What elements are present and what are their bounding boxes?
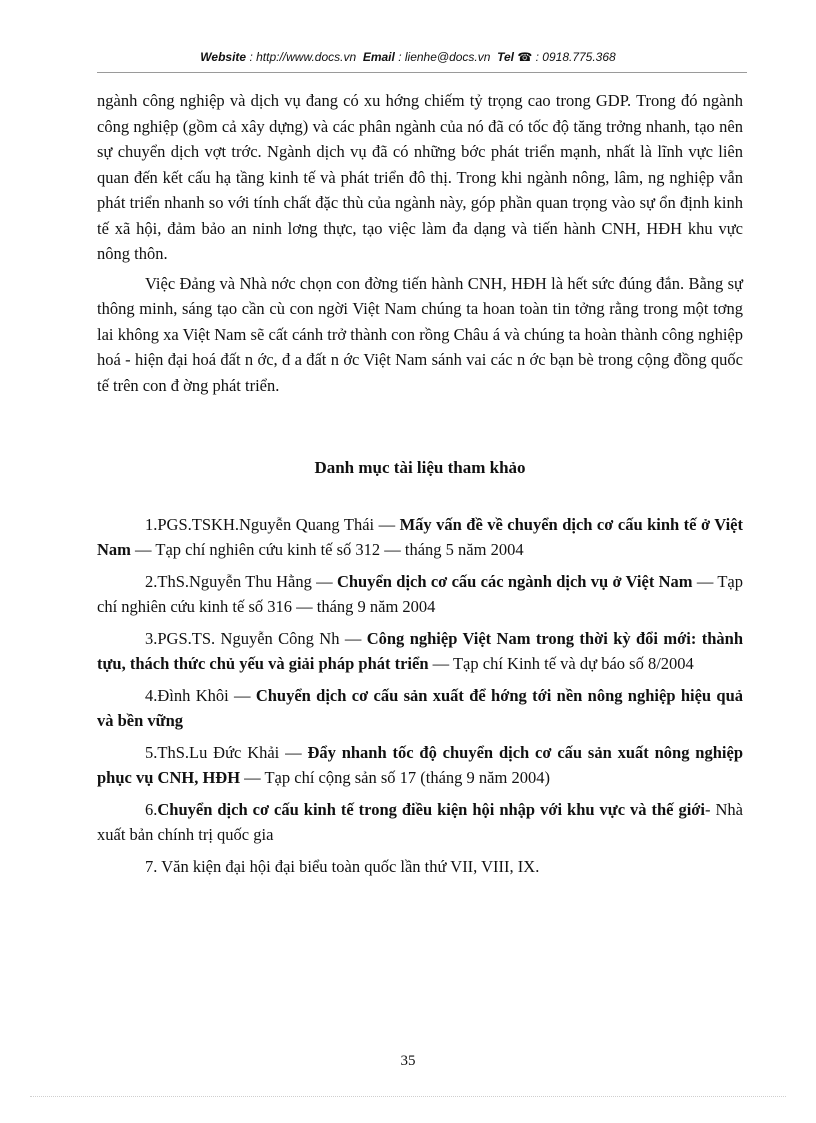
reference-item: 7. Văn kiện đại hội đại biểu toàn quốc lần thứ VII, VIII, IX. xyxy=(145,857,540,876)
references-list xyxy=(97,512,743,886)
reference-item: 1.PGS.TSKH.Nguyễn Quang Thái — Mấy vấn đề về chuyển dịch cơ cấu kinh tế ở Việt Nam — Tạp chí nghiên cứu kinh tế số 312 — tháng 5 năm 2004 xyxy=(97,515,743,559)
paragraph-1: ngành công nghiệp và dịch vụ đang có xu hớng chiếm tỷ trọng cao trong GDP. Trong đó ngành công nghiệp (gồm cả xây dựng) và các phân ngành của nó đã có tốc độ tăng trởng nhanh, tạo nên sự chuyển dịch vợt trớc. Ngành dịch vụ đã có những bớc phát triển mạnh, nhất là lĩnh vực liên quan đến kết cấu hạ tầng kinh tế và phát triển đô thị. Trong khi ngành nông, lâm, ng nghiệp vẫn phát triển nhanh so với tính chất đặc thù của ngành này, góp phần quan trọng vào sự ổn định kinh tế xã hội, đảm bảo an ninh lơng thực, tạo việc làm đa dạng và tiến hành CNH, HĐH khu vực nông thôn. xyxy=(97,91,743,263)
header-divider xyxy=(97,72,747,73)
paragraph-2: Việc Đảng và Nhà nớc chọn con đờng tiến hành CNH, HĐH là hết sức đúng đắn. Bằng sự thông minh, sáng tạo cần cù con ngời Việt Nam chúng ta hoan toàn tin tởng rằng trong một tơng lai không xa Việt Nam sẽ cất cánh trở thành con rồng Châu á và chúng ta hoàn thành công nghiệp hoá - hiện đại hoá đất n ớc, đ a đất n ớc Việt Nam sánh vai các n ớc bạn bè trong cộng đồng quốc tế trên con đ ờng phát triển. xyxy=(97,273,743,395)
reference-item: 2.ThS.Nguyễn Thu Hằng — Chuyển dịch cơ cấu các ngành dịch vụ ở Việt Nam — Tạp chí nghiên cứu kinh tế số 316 — tháng 9 năm 2004 xyxy=(97,572,744,616)
page-header xyxy=(0,50,816,64)
reference-item: 3.PGS.TS. Nguyễn Công Nh — Công nghiệp Việt Nam trong thời kỳ đổi mới: thành tựu, thách thức chủ yếu và giải pháp phát triển — Tạp chí Kinh tế và dự báo số 8/2004 xyxy=(97,629,744,673)
reference-item: 5.ThS.Lu Đức Khải — Đẩy nhanh tốc độ chuyển dịch cơ cấu sản xuất nông nghiệp phục vụ CNH, HĐH — Tạp chí cộng sản số 17 (tháng 9 năm 2004) xyxy=(97,743,743,787)
website-link[interactable]: : http://www.docs.vn xyxy=(249,50,357,64)
reference-item: 6.Chuyển dịch cơ cấu kinh tế trong điều kiện hội nhập với khu vực và thế giới- Nhà xuất bản chính trị quốc gia xyxy=(97,800,743,844)
references-title: Danh mục tài liệu tham khảo xyxy=(314,458,526,477)
reference-item: 4.Đình Khôi — Chuyển dịch cơ cấu sản xuất để hớng tới nền nông nghiệp hiệu quả và bền vững xyxy=(97,686,743,730)
body-text xyxy=(97,88,743,398)
page-number: 35 xyxy=(400,1053,416,1069)
tel-value: : 0918.775.368 xyxy=(535,50,616,64)
page-bottom-divider xyxy=(30,1096,786,1097)
tel-label: Tel ☎ xyxy=(497,50,533,64)
email-link[interactable]: : lienhe@docs.vn xyxy=(398,50,491,64)
email-label: Email xyxy=(362,50,395,64)
website-label: Website xyxy=(200,50,247,64)
